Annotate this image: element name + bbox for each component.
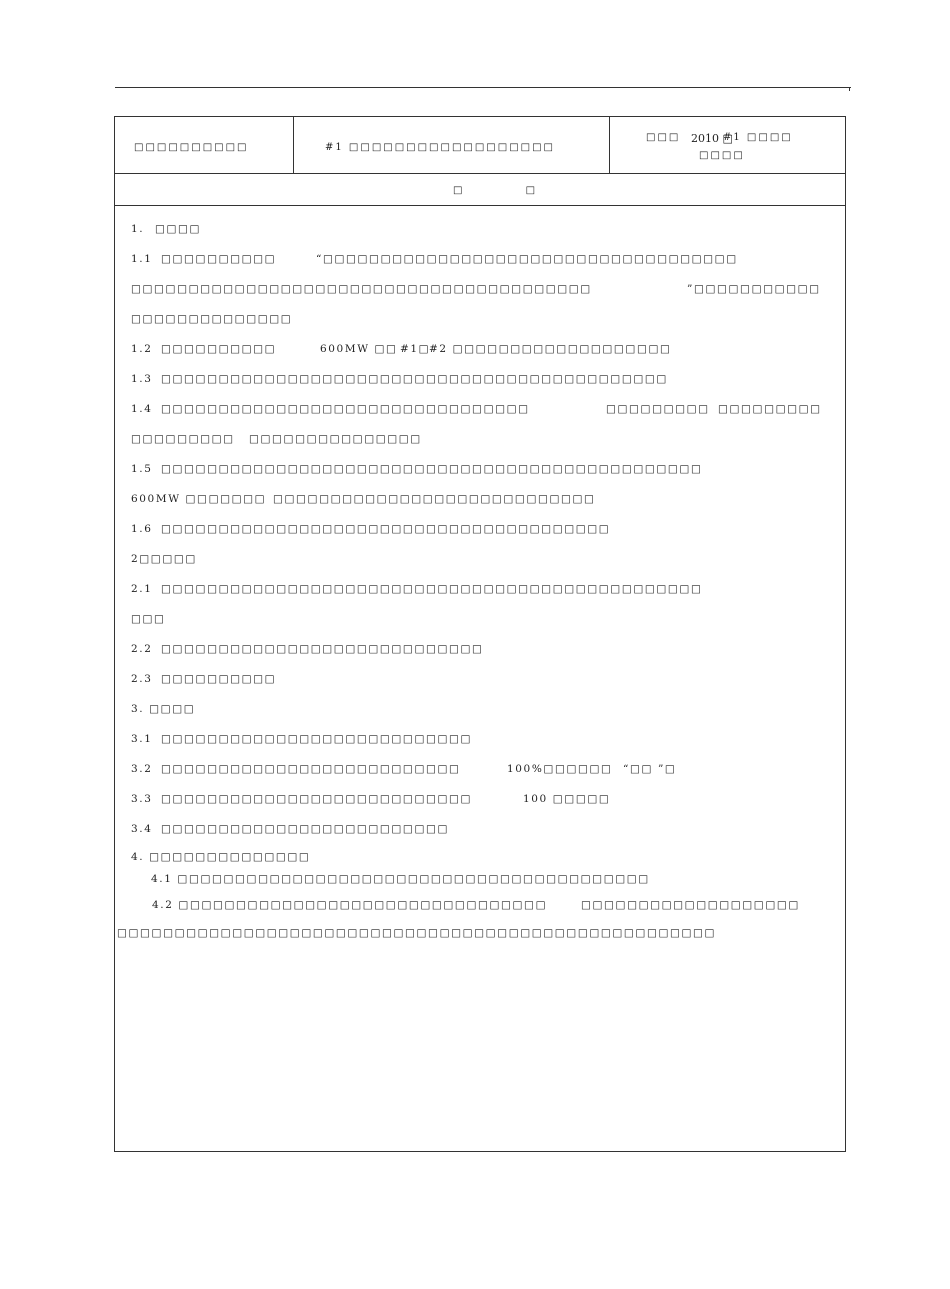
line-3: □□□□□□□□□□□□□□□□□□□□□□□□□□□□□□□□□□□□□□□□ [131, 283, 592, 295]
header-cell-unit: #1 □□□□ [723, 132, 793, 143]
header-cell-title: #1 □□□□□□□□□□□□□□□□□□ [325, 142, 555, 153]
line-24: 4.2 □□□□□□□□□□□□□□□□□□□□□□□□□□□□□□□□ [152, 899, 548, 911]
line-1: □□□□ [155, 223, 202, 235]
line-6-num: 1.3 [131, 373, 153, 385]
line-18-num: 3.1 [131, 733, 153, 745]
line-9-num: 1.5 [131, 463, 153, 475]
line-5-num: 1.2 [131, 343, 153, 355]
line-7: □□□□□□□□□□□□□□□□□□□□□□□□□□□□□□□□ [161, 403, 530, 415]
line-21: □□□□□□□□□□□□□□□□□□□□□□□□□ [161, 823, 450, 835]
document-table [114, 116, 846, 1152]
line-5: □□□□□□□□□□ [161, 343, 277, 355]
top-rule-tick [849, 87, 850, 91]
line-16-num: 2.3 [131, 673, 153, 685]
section-title: □ □ [453, 185, 566, 196]
line-23: 4.1 □□□□□□□□□□□□□□□□□□□□□□□□□□□□□□□□□□□□□□□□□ [151, 873, 650, 885]
line-18: □□□□□□□□□□□□□□□□□□□□□□□□□□□ [161, 733, 473, 745]
line-19-num: 3.2 [131, 763, 153, 775]
line-16: □□□□□□□□□□ [161, 673, 277, 685]
line-25: □□□□□□□□□□□□□□□□□□□□□□□□□□□□□□□□□□□□□□□□□□□□□□□□□□□□ [117, 927, 717, 939]
line-22: 4. □□□□□□□□□□□□□□ [131, 851, 311, 863]
line-2b: “□□□□□□□□□□□□□□□□□□□□□□□□□□□□□□□□□□□□ [316, 253, 738, 265]
line-21-num: 3.4 [131, 823, 153, 835]
line-14: □□□ [131, 613, 166, 625]
line-7-num: 1.4 [131, 403, 153, 415]
header-divider-1 [293, 117, 294, 173]
header-cell-project: □□□□□□□□□□ [134, 142, 249, 153]
line-13: □□□□□□□□□□□□□□□□□□□□□□□□□□□□□□□□□□□□□□□□□□□□□□□ [161, 583, 703, 595]
header-cell-number-label: □□□ [646, 132, 681, 143]
header-cell-year: 2010 □ [691, 132, 733, 145]
line-7b: □□□□□□□□□ [606, 403, 710, 415]
line-10b: □□□□□□□□□□□□□□□□□□□□□□□□□□□□ [273, 493, 596, 505]
line-8: □□□□□□□□□ [131, 433, 235, 445]
line-9: □□□□□□□□□□□□□□□□□□□□□□□□□□□□□□□□□□□□□□□□□□□□□□□ [161, 463, 703, 475]
line-11-num: 1.6 [131, 523, 153, 535]
line-5d: #2 □□□□□□□□□□□□□□□□□□□ [429, 343, 672, 355]
line-10: 600MW □□□□□□□ [131, 493, 267, 505]
line-3b: ”□□□□□□□□□□□ [687, 283, 821, 295]
line-8b: □□□□□□□□□□□□□□□ [249, 433, 422, 445]
header-row [115, 117, 845, 174]
line-19b: 100%□□□□□□ [507, 763, 613, 775]
line-2: □□□□□□□□□□ [161, 253, 277, 265]
header-divider-2 [609, 117, 610, 173]
line-4: □□□□□□□□□□□□□□ [131, 313, 293, 325]
line-12: 2□□□□□ [131, 553, 197, 565]
line-2-num: 1.1 [131, 253, 153, 265]
line-7c: □□□□□□□□□ [718, 403, 822, 415]
header-cell-number-suffix: □□□□ [699, 150, 745, 161]
line-19c: “□□ ”□ [623, 763, 677, 775]
line-11: □□□□□□□□□□□□□□□□□□□□□□□□□□□□□□□□□□□□□□□ [161, 523, 611, 535]
line-6: □□□□□□□□□□□□□□□□□□□□□□□□□□□□□□□□□□□□□□□□□□□□ [161, 373, 668, 385]
line-17: 3. □□□□ [131, 703, 196, 715]
line-15-num: 2.2 [131, 643, 153, 655]
line-20-num: 3.3 [131, 793, 153, 805]
line-5b: 600MW □□ [320, 343, 398, 355]
line-5c: #1□ [400, 343, 431, 355]
line-20b: 100 □□□□□ [523, 793, 611, 805]
line-20: □□□□□□□□□□□□□□□□□□□□□□□□□□□ [161, 793, 473, 805]
top-rule [115, 87, 851, 88]
line-1-num: 1. [131, 223, 145, 235]
line-15: □□□□□□□□□□□□□□□□□□□□□□□□□□□□ [161, 643, 484, 655]
section-title-row [115, 173, 845, 206]
line-13-num: 2.1 [131, 583, 153, 595]
line-19: □□□□□□□□□□□□□□□□□□□□□□□□□□ [161, 763, 461, 775]
line-24b: □□□□□□□□□□□□□□□□□□□ [581, 899, 800, 911]
